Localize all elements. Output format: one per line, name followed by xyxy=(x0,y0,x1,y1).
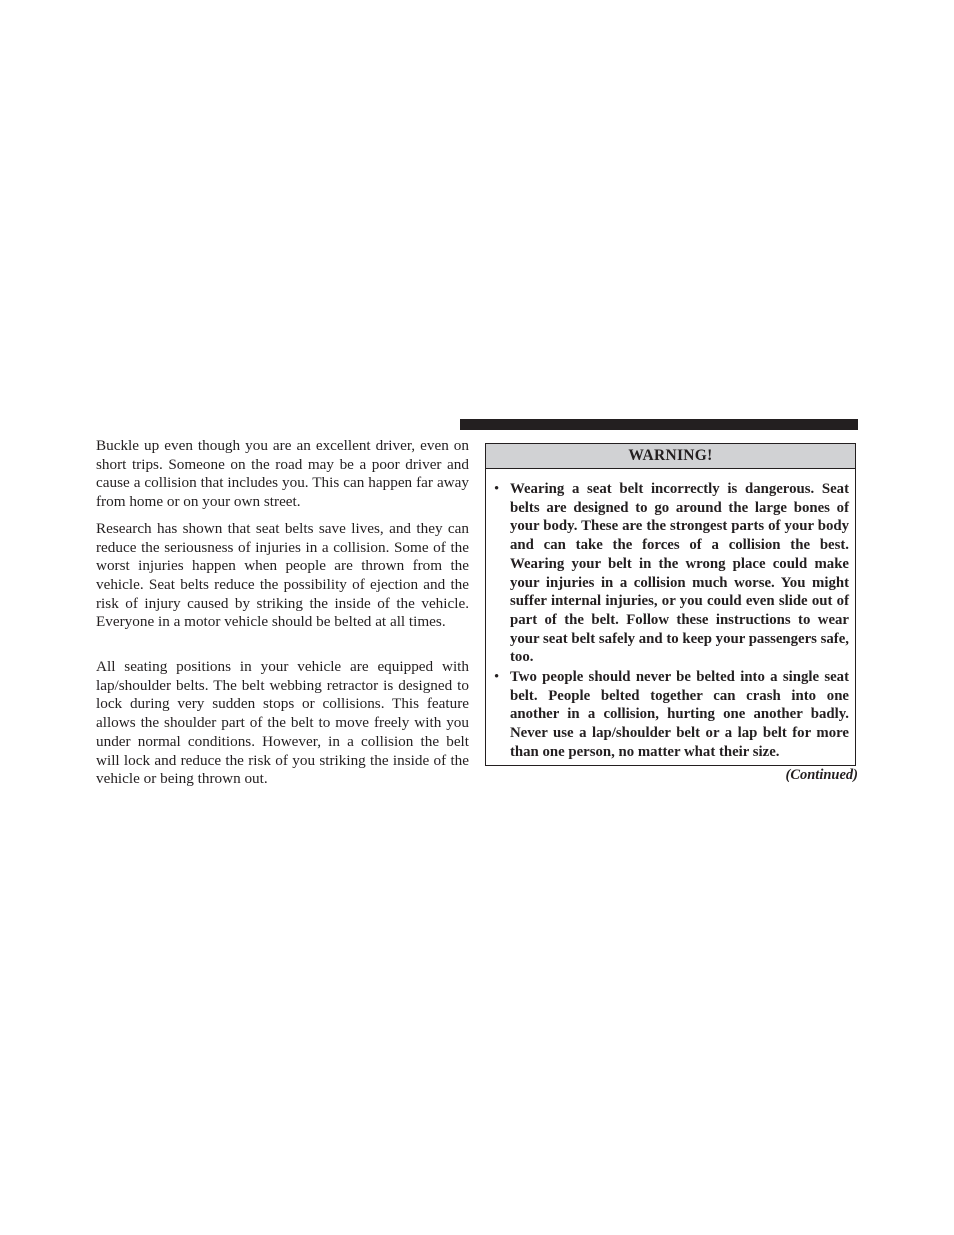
warning-item xyxy=(494,480,849,667)
bullet-icon: • xyxy=(494,481,500,497)
body-text-column xyxy=(96,437,469,789)
warning-box xyxy=(485,443,856,766)
warning-item xyxy=(494,668,849,762)
paragraph-buckle-up: Buckle up even though you are an excellent driver, even on short trips. Someone on the road may be a poor driver and cause a collision that includes you. This can happen far away from home or on your own street. xyxy=(96,437,469,511)
bullet-icon: • xyxy=(494,669,500,686)
warning-list xyxy=(486,469,855,762)
continued-label: (Continued) xyxy=(785,767,858,783)
warning-item-text: Wearing a seat belt incorrectly is dangerous. Seat belts are designed to go around the large bones of your body. These are the strongest parts of your body and can take the forces of a collision the best. Wearing your belt in the wrong place could make your injuries in a collision much worse. You might suffer internal injuries, or you could even slide out of part of the belt. Follow these instructions to wear your seat belt safely and to keep your passengers safe, too. xyxy=(510,481,849,666)
paragraph-research: Research has shown that seat belts save lives, and they can reduce the seriousness of injuries in a collision. Some of the worst injuries happen when people are thrown from the vehicle. Seat belts reduce the possibility of ejection and the risk of injury caused by striking the inside of the vehicle. Everyone in a motor vehicle should be belted at all times. xyxy=(96,519,469,631)
paragraph-seating-positions: All seating positions in your vehicle are equipped with lap/shoulder belts. The belt webbing retractor is designed to lock during very sudden stops or collisions. This feature allows the shoulder part of the belt to move freely with you under normal conditions. However, in a collision the belt will lock and reduce the risk of you striking the inside of the vehicle or being thrown out. xyxy=(96,658,469,788)
warning-item-text: Two people should never be belted into a single seat belt. People belted together can crash into one another in a collision, hurting one another badly. Never use a lap/shoulder belt or a lap belt for more than one person, no matter what their size. xyxy=(510,669,849,760)
warning-title: WARNING! xyxy=(486,444,855,469)
section-rule-bar xyxy=(460,419,858,430)
